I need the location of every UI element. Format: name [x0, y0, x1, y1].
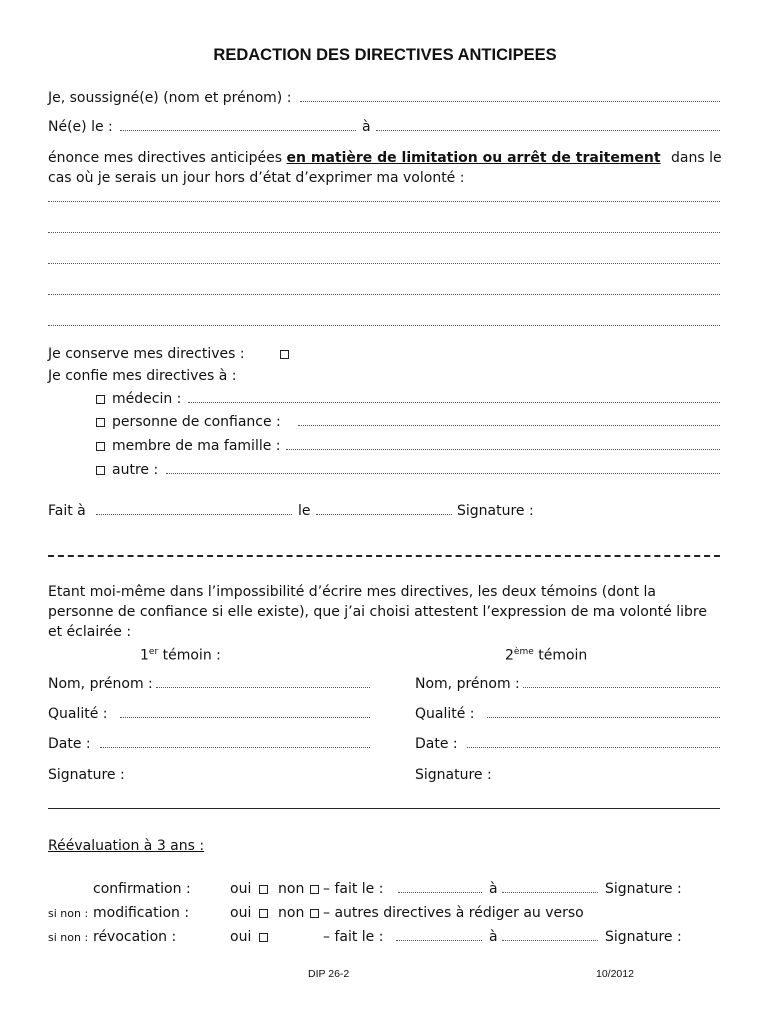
birth-date-label: Né(e) le :	[48, 119, 113, 135]
solid-separator	[48, 808, 720, 809]
directive-line-5[interactable]	[48, 325, 720, 326]
w1-quality-label: Qualité :	[48, 706, 108, 722]
doctor-label: médecin :	[112, 391, 182, 407]
other-label: autre :	[112, 462, 159, 478]
revocation-a-label: à	[489, 929, 498, 945]
w1-quality-field[interactable]	[120, 717, 370, 718]
first-witness-heading	[140, 643, 221, 665]
modification-non-checkbox[interactable]	[310, 909, 319, 918]
trusted-person-field[interactable]	[298, 425, 720, 426]
signature-label: Signature :	[457, 503, 534, 519]
first-witness-number: 1	[140, 647, 149, 664]
second-witness-number: 2	[505, 647, 514, 664]
modification-autres-label: – autres directives à rédiger au verso	[323, 905, 584, 921]
birth-place-field[interactable]	[376, 130, 720, 131]
statement-suffix: dans le	[671, 150, 722, 166]
w2-quality-field[interactable]	[487, 717, 720, 718]
statement-line-1	[48, 149, 661, 167]
w2-date-label: Date :	[415, 736, 458, 752]
revocation-place-field[interactable]	[502, 940, 598, 941]
w2-signature-label: Signature :	[415, 767, 492, 783]
modification-non-label: non	[278, 905, 305, 921]
other-checkbox[interactable]	[96, 466, 105, 475]
revocation-si-non: si non :	[48, 931, 89, 944]
directive-line-3[interactable]	[48, 263, 720, 264]
statement-prefix: énonce mes directives anticipées	[48, 150, 283, 166]
footer-date: 10/2012	[596, 968, 634, 980]
directive-line-1[interactable]	[48, 201, 720, 202]
modification-label: modification :	[93, 905, 190, 921]
second-witness-sup: ème	[513, 647, 534, 657]
done-at-label: Fait à	[48, 503, 86, 519]
done-on-field[interactable]	[316, 514, 452, 515]
entrust-label: Je confie mes directives à :	[48, 368, 237, 384]
w2-date-field[interactable]	[467, 747, 720, 748]
dashed-separator	[48, 555, 720, 557]
confirmation-oui-checkbox[interactable]	[259, 885, 268, 894]
other-field[interactable]	[166, 473, 720, 474]
keep-label: Je conserve mes directives :	[48, 346, 245, 362]
confirmation-label: confirmation :	[93, 881, 191, 897]
w1-name-label: Nom, prénom :	[48, 676, 153, 692]
birth-date-field[interactable]	[120, 130, 356, 131]
w1-name-field[interactable]	[156, 687, 370, 688]
name-label: Je, soussigné(e) (nom et prénom) :	[48, 90, 292, 106]
name-field[interactable]	[300, 101, 720, 102]
modification-si-non: si non :	[48, 907, 89, 920]
done-at-field[interactable]	[96, 514, 292, 515]
confirmation-non-label: non	[278, 881, 305, 897]
w2-name-label: Nom, prénom :	[415, 676, 520, 692]
family-member-label: membre de ma famille :	[112, 438, 281, 454]
confirmation-fait-le-label: – fait le :	[323, 881, 384, 897]
confirmation-place-field[interactable]	[502, 892, 598, 893]
revocation-label: révocation :	[93, 929, 177, 945]
done-on-label: le	[298, 503, 311, 519]
confirmation-signature-label: Signature :	[605, 881, 682, 897]
family-member-field[interactable]	[286, 449, 720, 450]
revocation-oui-label: oui	[230, 929, 252, 945]
witness-intro-1: Etant moi-même dans l’impossibilité d’écrire mes directives, les deux témoins (dont la	[48, 584, 656, 600]
trusted-person-label: personne de confiance :	[112, 414, 281, 430]
first-witness-word: témoin :	[162, 647, 221, 664]
revocation-date-field[interactable]	[396, 940, 482, 941]
revocation-signature-label: Signature :	[605, 929, 682, 945]
witness-intro-3: et éclairée :	[48, 624, 132, 640]
modification-oui-checkbox[interactable]	[259, 909, 268, 918]
confirmation-non-checkbox[interactable]	[310, 885, 319, 894]
directive-line-4[interactable]	[48, 294, 720, 295]
reeval-heading: Réévaluation à 3 ans :	[48, 838, 205, 854]
confirmation-oui-label: oui	[230, 881, 252, 897]
revocation-fait-le-label: – fait le :	[323, 929, 384, 945]
doctor-field[interactable]	[188, 402, 720, 403]
second-witness-word: témoin	[538, 647, 588, 664]
revocation-oui-checkbox[interactable]	[259, 933, 268, 942]
modification-oui-label: oui	[230, 905, 252, 921]
w2-name-field[interactable]	[523, 687, 720, 688]
page-title: REDACTION DES DIRECTIVES ANTICIPEES	[213, 46, 557, 64]
w1-signature-label: Signature :	[48, 767, 125, 783]
w2-quality-label: Qualité :	[415, 706, 475, 722]
birth-place-label: à	[362, 119, 371, 135]
w1-date-label: Date :	[48, 736, 91, 752]
keep-checkbox[interactable]	[280, 350, 289, 359]
footer-code: DIP 26-2	[308, 968, 350, 980]
w1-date-field[interactable]	[100, 747, 370, 748]
witness-intro-2: personne de confiance si elle existe), que j’ai choisi attestent l’expression de ma volonté libre	[48, 604, 707, 620]
statement-line-2: cas où je serais un jour hors d’état d’exprimer ma volonté :	[48, 170, 465, 186]
trusted-person-checkbox[interactable]	[96, 418, 105, 427]
family-member-checkbox[interactable]	[96, 442, 105, 451]
confirmation-date-field[interactable]	[398, 892, 482, 893]
second-witness-heading	[505, 643, 587, 665]
doctor-checkbox[interactable]	[96, 395, 105, 404]
statement-emphasis: en matière de limitation ou arrêt de traitement	[286, 150, 661, 166]
directive-line-2[interactable]	[48, 232, 720, 233]
confirmation-a-label: à	[489, 881, 498, 897]
first-witness-sup: er	[148, 647, 159, 657]
